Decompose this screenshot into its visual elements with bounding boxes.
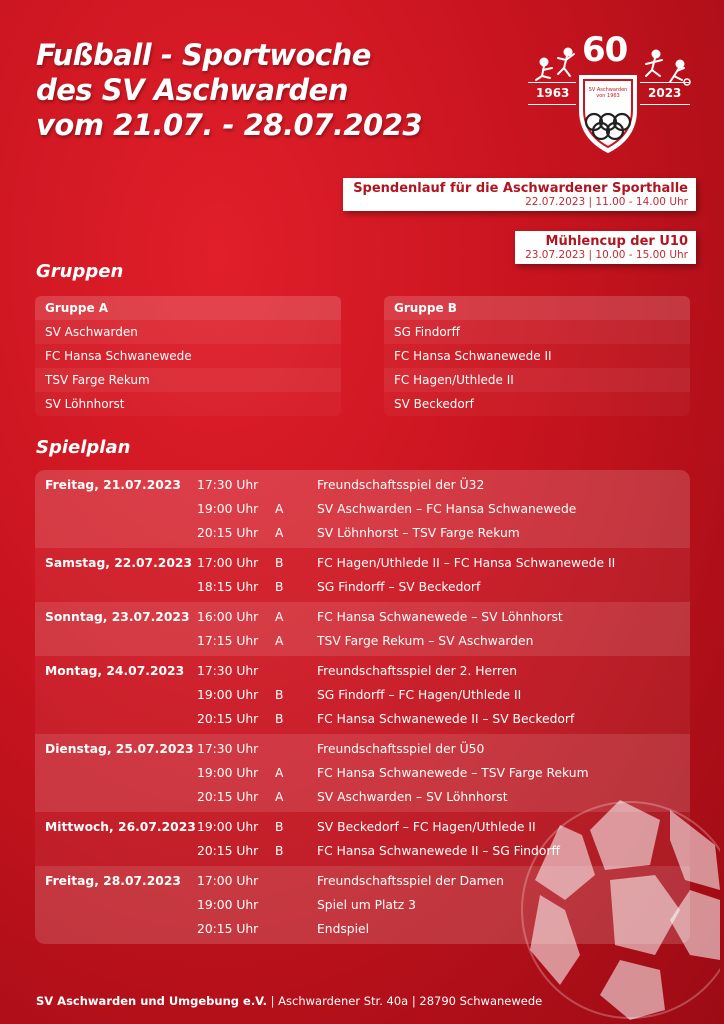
- footer: [36, 994, 542, 1008]
- table-row: [35, 575, 690, 599]
- day-block: [35, 734, 690, 812]
- game-time: 19:00 Uhr: [197, 898, 259, 912]
- group-team: SV Beckedorf: [384, 392, 690, 416]
- day-label: Freitag, 28.07.2023: [45, 874, 181, 888]
- game-match: SV Aschwarden – FC Hansa Schwanewede: [317, 502, 577, 516]
- game-group: A: [275, 526, 284, 540]
- game-group: [275, 659, 317, 683]
- day-label: Dienstag, 25.07.2023: [45, 742, 194, 756]
- group-header: Gruppe A: [35, 296, 341, 320]
- game-time: 19:00 Uhr: [197, 766, 259, 780]
- table-row: [35, 551, 690, 575]
- game-time: 19:00 Uhr: [197, 820, 259, 834]
- game-time: 20:15 Uhr: [197, 526, 259, 540]
- table-row: [35, 497, 690, 521]
- game-time: 17:00 Uhr: [197, 874, 259, 888]
- event-name: Mühlencup der U10: [545, 234, 688, 249]
- footer-org: SV Aschwarden und Umgebung e.V.: [36, 994, 267, 1008]
- table-row: [35, 917, 690, 941]
- game-match: Freundschaftsspiel der Damen: [317, 874, 504, 888]
- footer-address: | Aschwardener Str. 40a | 28790 Schwanewede: [266, 994, 543, 1008]
- event-box-spendenlauf: [343, 178, 696, 211]
- game-match: Freundschaftsspiel der Ü50: [317, 742, 485, 756]
- game-match: FC Hansa Schwanewede – SV Löhnhorst: [317, 610, 563, 624]
- groups-heading: Gruppen: [36, 261, 124, 282]
- game-time: 19:00 Uhr: [197, 688, 259, 702]
- table-row: [35, 893, 690, 917]
- table-row: [35, 737, 690, 761]
- schedule-heading: Spielplan: [36, 437, 131, 458]
- group-team: SV Aschwarden: [35, 320, 341, 344]
- anniversary-number: 60: [582, 30, 628, 70]
- game-time: 17:30 Uhr: [197, 478, 259, 492]
- game-match: Endspiel: [317, 922, 369, 936]
- game-time: 20:15 Uhr: [197, 712, 259, 726]
- group-a-table: [35, 296, 341, 416]
- table-row: [35, 869, 690, 893]
- game-time: 17:00 Uhr: [197, 556, 259, 570]
- day-label: Montag, 24.07.2023: [45, 664, 185, 678]
- table-row: [35, 707, 690, 731]
- day-block: [35, 866, 690, 944]
- game-match: FC Hansa Schwanewede II – SV Beckedorf: [317, 712, 575, 726]
- game-group: B: [275, 556, 284, 570]
- game-group: B: [275, 580, 284, 594]
- event-time: 22.07.2023 | 11.00 - 14.00 Uhr: [525, 196, 688, 208]
- game-match: FC Hagen/Uthlede II – FC Hansa Schwanewede II: [317, 556, 616, 570]
- group-team: FC Hansa Schwanewede II: [384, 344, 690, 368]
- game-time: 17:30 Uhr: [197, 742, 259, 756]
- day-block: [35, 656, 690, 734]
- game-match: Freundschaftsspiel der Ü32: [317, 478, 485, 492]
- game-time: 19:00 Uhr: [197, 502, 259, 516]
- game-group: A: [275, 502, 284, 516]
- game-time: 17:15 Uhr: [197, 634, 259, 648]
- game-group: [275, 893, 317, 917]
- schedule-table: [35, 470, 690, 944]
- game-match: Freundschaftsspiel der 2. Herren: [317, 664, 518, 678]
- game-match: FC Hansa Schwanewede II – SG Findorff: [317, 844, 560, 858]
- game-group: A: [275, 766, 284, 780]
- event-name: Spendenlauf für die Aschwardener Sporthalle: [353, 181, 688, 196]
- table-row: [35, 521, 690, 545]
- game-time: 16:00 Uhr: [197, 610, 259, 624]
- game-time: 20:15 Uhr: [197, 922, 259, 936]
- game-time: 20:15 Uhr: [197, 790, 259, 804]
- title-line-1: Fußball - Sportwoche: [36, 38, 371, 72]
- table-row: [35, 605, 690, 629]
- game-group: B: [275, 688, 284, 702]
- title-line-2: des SV Aschwarden: [36, 73, 348, 107]
- event-time: 23.07.2023 | 10.00 - 15.00 Uhr: [525, 249, 688, 261]
- game-match: SV Löhnhorst – TSV Farge Rekum: [317, 526, 520, 540]
- table-row: [35, 761, 690, 785]
- crest-text: SV Aschwarden von 1963: [588, 87, 628, 99]
- group-team: SG Findorff: [384, 320, 690, 344]
- group-team: SV Löhnhorst: [35, 392, 341, 416]
- game-match: SV Aschwarden – SV Löhnhorst: [317, 790, 508, 804]
- game-group: [275, 869, 317, 893]
- anniversary-logo: [524, 30, 694, 160]
- group-team: FC Hansa Schwanewede: [35, 344, 341, 368]
- game-group: B: [275, 820, 284, 834]
- logo-year-start: 1963: [536, 86, 570, 100]
- day-block: [35, 548, 690, 602]
- game-match: SV Beckedorf – FC Hagen/Uthlede II: [317, 820, 536, 834]
- event-box-muehlencup: [515, 231, 696, 264]
- game-time: 17:30 Uhr: [197, 664, 259, 678]
- title-line-3: vom 21.07. - 28.07.2023: [36, 108, 423, 142]
- group-b-table: [384, 296, 690, 416]
- day-block: [35, 812, 690, 866]
- game-match: TSV Farge Rekum – SV Aschwarden: [317, 634, 534, 648]
- table-row: [35, 815, 690, 839]
- table-row: [35, 473, 690, 497]
- game-match: SG Findorff – SV Beckedorf: [317, 580, 481, 594]
- day-block: [35, 602, 690, 656]
- day-label: Samstag, 22.07.2023: [45, 556, 193, 570]
- game-match: FC Hansa Schwanewede – TSV Farge Rekum: [317, 766, 589, 780]
- game-group: B: [275, 844, 284, 858]
- table-row: [35, 629, 690, 653]
- group-team: TSV Farge Rekum: [35, 368, 341, 392]
- game-match: SG Findorff – FC Hagen/Uthlede II: [317, 688, 522, 702]
- game-time: 20:15 Uhr: [197, 844, 259, 858]
- group-team: FC Hagen/Uthlede II: [384, 368, 690, 392]
- game-group: [275, 473, 317, 497]
- table-row: [35, 659, 690, 683]
- game-match: Spiel um Platz 3: [317, 898, 416, 912]
- game-time: 18:15 Uhr: [197, 580, 259, 594]
- game-group: B: [275, 712, 284, 726]
- day-block: [35, 470, 690, 548]
- game-group: A: [275, 790, 284, 804]
- game-group: A: [275, 634, 284, 648]
- game-group: A: [275, 610, 284, 624]
- day-label: Freitag, 21.07.2023: [45, 478, 181, 492]
- group-header: Gruppe B: [384, 296, 690, 320]
- table-row: [35, 683, 690, 707]
- table-row: [35, 785, 690, 809]
- logo-year-end: 2023: [648, 86, 682, 100]
- page-title: [36, 38, 422, 143]
- day-label: Sonntag, 23.07.2023: [45, 610, 190, 624]
- table-row: [35, 839, 690, 863]
- game-group: [275, 917, 317, 941]
- day-label: Mittwoch, 26.07.2023: [45, 820, 196, 834]
- game-group: [275, 737, 317, 761]
